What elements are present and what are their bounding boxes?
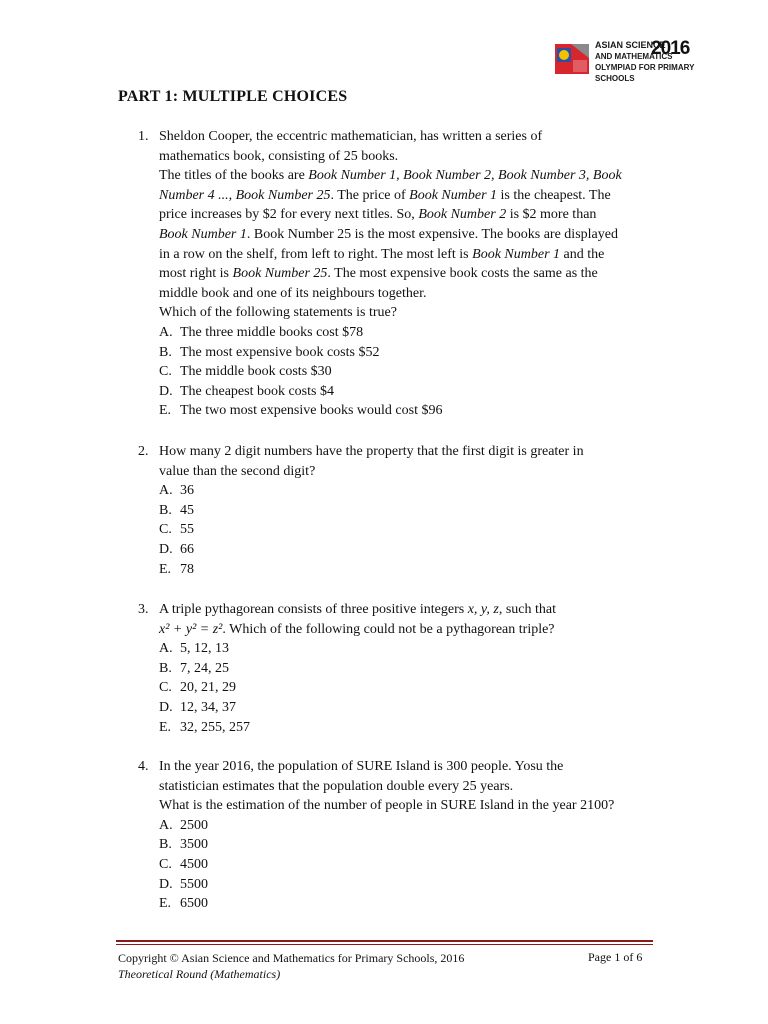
text-run: . The price of — [330, 187, 410, 203]
book-title: Book Number 25 — [232, 266, 328, 282]
option-text: 20, 21, 29 — [180, 680, 236, 696]
option-text: 3500 — [180, 837, 208, 853]
olympiad-logo — [555, 38, 713, 83]
question-text-line — [159, 245, 658, 265]
option-letter: C. — [159, 680, 172, 696]
question-text-line: In the year 2016, the population of SURE Island is 300 people. Yosu the — [159, 759, 564, 774]
question-body — [159, 757, 658, 914]
question-text-line — [159, 205, 658, 225]
option-letter: C. — [159, 364, 172, 380]
footer-rule-thin — [116, 944, 653, 945]
book-title: Number 4 ..., Book Number 25 — [159, 187, 331, 203]
option-d — [159, 698, 658, 718]
option-d — [159, 540, 658, 560]
option-b — [159, 343, 658, 363]
option-b — [159, 659, 658, 679]
footer-subtitle: Theoretical Round (Mathematics) — [118, 967, 281, 981]
question-text-line — [159, 264, 658, 284]
question-number: 1. — [138, 129, 149, 144]
question-text-line — [159, 166, 658, 186]
text-run: , such that — [498, 602, 556, 617]
option-c — [159, 855, 658, 875]
option-text: The two most expensive books would cost $96 — [180, 403, 443, 419]
option-text: 2500 — [180, 817, 208, 833]
book-title: Book Number 1 — [472, 246, 561, 262]
question-text-line: mathematics book, consisting of 25 books. — [159, 148, 399, 164]
option-letter: C. — [159, 522, 172, 538]
option-letter: C. — [159, 856, 172, 872]
math-equation: x² + y² = z² — [159, 621, 223, 637]
question-4 — [138, 757, 658, 914]
question-text-line: How many 2 digit numbers have the property that the first digit is greater in — [159, 444, 584, 459]
text-run: most right is — [159, 266, 233, 282]
option-text: 5, 12, 13 — [180, 641, 229, 657]
option-a — [159, 323, 658, 343]
question-2 — [138, 442, 658, 579]
option-letter: B. — [159, 837, 172, 853]
option-text: 66 — [180, 541, 194, 557]
logo-year: 2016 — [651, 38, 690, 59]
option-letter: E. — [159, 561, 172, 577]
question-text-line: middle book and one of its neighbours together. — [159, 285, 427, 301]
question-1 — [138, 127, 658, 421]
text-run: . The most expensive book costs the same as the — [327, 266, 598, 282]
logo-line-1: ASIAN SCIENCE — [595, 40, 666, 50]
part-title: PART 1: MULTIPLE CHOICES — [118, 88, 348, 105]
question-text-line — [159, 225, 658, 245]
option-letter: B. — [159, 344, 172, 360]
page-number: Page 1 of 6 — [588, 950, 643, 964]
text-run: . Book Number 25 is the most expensive. The books are displayed — [246, 226, 618, 242]
olympiad-emblem-icon — [555, 38, 591, 76]
question-number: 3. — [138, 602, 149, 617]
option-c — [159, 362, 658, 382]
option-d — [159, 382, 658, 402]
question-text-line: Sheldon Cooper, the eccentric mathematician, has written a series of — [159, 129, 543, 144]
question-text-line — [159, 186, 658, 206]
logo-line-2: AND MATHEMATICS — [595, 52, 673, 61]
footer-copyright: Copyright © Asian Science and Mathematics for Primary Schools, 2016 — [118, 951, 465, 965]
question-3 — [138, 600, 658, 737]
question-body — [159, 442, 658, 579]
option-letter: B. — [159, 502, 172, 518]
option-letter: A. — [159, 641, 173, 657]
option-letter: A. — [159, 483, 173, 499]
book-title: Book Number 1, Book Number 2, Book Number 3, Book — [308, 168, 622, 184]
option-text: 78 — [180, 561, 194, 577]
option-text: 7, 24, 25 — [180, 660, 229, 676]
question-text-line: What is the estimation of the number of people in SURE Island in the year 2100? — [159, 798, 615, 814]
question-number: 4. — [138, 759, 149, 774]
text-run: is $2 more than — [506, 207, 597, 223]
option-text: 55 — [180, 522, 194, 538]
option-letter: D. — [159, 383, 173, 399]
logo-line-3: OLYMPIAD FOR PRIMARY SCHOOLS — [595, 63, 695, 83]
option-b — [159, 835, 658, 855]
option-e — [159, 894, 658, 914]
option-text: 12, 34, 37 — [180, 699, 236, 715]
text-run: in a row on the shelf, from left to right. The most left is — [159, 246, 473, 262]
footer-left — [118, 950, 464, 982]
option-d — [159, 875, 658, 895]
footer-rule — [116, 940, 653, 942]
option-letter: A. — [159, 817, 173, 833]
question-text-line — [159, 600, 658, 620]
option-text: 5500 — [180, 876, 208, 892]
question-number: 2. — [138, 444, 149, 459]
text-run: A triple pythagorean consists of three positive integers — [159, 602, 468, 617]
book-title: Book Number 1 — [159, 226, 247, 242]
option-text: The three middle books cost $78 — [180, 324, 364, 340]
option-letter: D. — [159, 699, 173, 715]
option-letter: E. — [159, 896, 172, 912]
option-b — [159, 501, 658, 521]
text-run: is the cheapest. The — [497, 187, 611, 203]
text-run: . Which of the following could not be a pythagorean triple? — [222, 621, 555, 637]
option-c — [159, 678, 658, 698]
option-letter: E. — [159, 403, 172, 419]
option-letter: E. — [159, 719, 172, 735]
option-e — [159, 401, 658, 421]
option-c — [159, 520, 658, 540]
option-text: 4500 — [180, 856, 208, 872]
text-run: The titles of the books are — [159, 168, 309, 184]
option-e — [159, 718, 658, 738]
option-text: 45 — [180, 502, 194, 518]
option-a — [159, 481, 658, 501]
question-body — [159, 600, 658, 737]
option-a — [159, 639, 658, 659]
option-text: The cheapest book costs $4 — [180, 383, 334, 399]
question-text-line — [159, 620, 658, 640]
math-variables: x, y, z — [467, 602, 499, 617]
text-run: price increases by $2 for every next titles. So, — [159, 207, 419, 223]
option-letter: B. — [159, 660, 172, 676]
question-body — [159, 127, 658, 421]
option-letter: D. — [159, 541, 173, 557]
question-text-line: value than the second digit? — [159, 463, 316, 479]
book-title: Book Number 2 — [418, 207, 507, 223]
option-text: 6500 — [180, 896, 208, 912]
option-text: 36 — [180, 483, 194, 499]
option-text: The middle book costs $30 — [180, 364, 332, 380]
option-text: 32, 255, 257 — [180, 719, 250, 735]
book-title: Book Number 1 — [409, 187, 498, 203]
option-e — [159, 560, 658, 580]
option-letter: D. — [159, 876, 173, 892]
option-text: The most expensive book costs $52 — [180, 344, 380, 360]
text-run: and the — [560, 246, 605, 262]
option-a — [159, 816, 658, 836]
question-text-line: statistician estimates that the population double every 25 years. — [159, 778, 514, 794]
question-prompt: Which of the following statements is true? — [159, 305, 397, 321]
option-letter: A. — [159, 324, 173, 340]
